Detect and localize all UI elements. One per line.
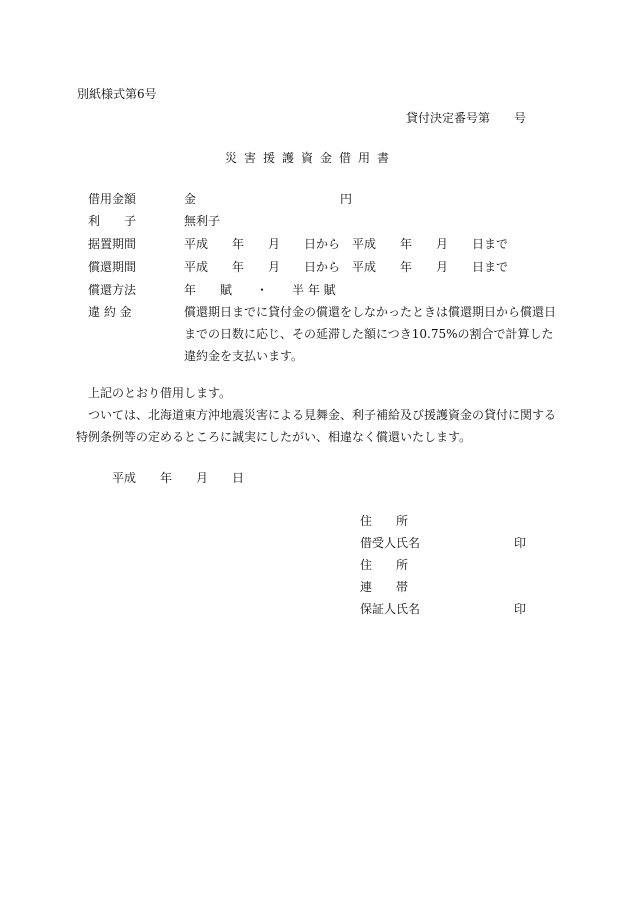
row-value-repayment-method: 年 賦 ・ 半 年 賦 xyxy=(184,283,336,297)
borrower-seal-label: 印 xyxy=(514,536,527,550)
row-value-deferment-period: 平成 年 月 日から 平成 年 月 日まで xyxy=(184,237,509,251)
row-value-interest: 無利子 xyxy=(184,214,221,228)
document-title: 災害援護資金借用書 xyxy=(225,151,397,165)
paragraph-terms-line-1: ついては、北海道東方沖地震災害による見舞金、利子補給及び援護資金の貸付に関する xyxy=(88,408,557,422)
row-label-interest: 利 子 xyxy=(88,214,137,228)
row-value-penalty-line-1: 償還期日までに貸付金の償還をしなかったときは償還期日から償還日 xyxy=(184,305,557,319)
borrower-name-label: 借受人氏名 xyxy=(360,536,421,550)
decision-number: 貸付決定番号第 号 xyxy=(406,111,527,125)
guarantor-address-label: 住 所 xyxy=(360,558,409,572)
row-label-deferment-period: 据置期間 xyxy=(88,237,137,251)
borrower-address-label: 住 所 xyxy=(360,514,409,528)
row-label-loan-amount: 借用金額 xyxy=(88,192,137,206)
row-label-penalty: 違 約 金 xyxy=(88,305,132,319)
row-value-repayment-period: 平成 年 月 日から 平成 年 月 日まで xyxy=(184,260,509,274)
row-value-penalty-line-3: 違約金を支払います。 xyxy=(184,349,304,363)
joint-label: 連 帯 xyxy=(360,580,409,594)
row-value-penalty-line-2: までの日数に応じ、その延滞した額につき10.75%の割合で計算した xyxy=(184,327,554,341)
form-number: 別紙様式第6号 xyxy=(77,87,157,101)
row-label-repayment-method: 償還方法 xyxy=(88,283,137,297)
row-label-repayment-period: 償還期間 xyxy=(88,260,137,274)
guarantor-name-label: 保証人氏名 xyxy=(360,602,421,616)
guarantor-seal-label: 印 xyxy=(514,602,527,616)
paragraph-borrowing: 上記のとおり借用します。 xyxy=(88,386,232,400)
row-value-loan-amount: 金 円 xyxy=(184,192,353,206)
paragraph-terms-line-2: 特例条例等の定めるところに誠実にしたがい、相違なく償還いたします。 xyxy=(76,430,472,444)
date-line: 平成 年 月 日 xyxy=(112,471,245,485)
